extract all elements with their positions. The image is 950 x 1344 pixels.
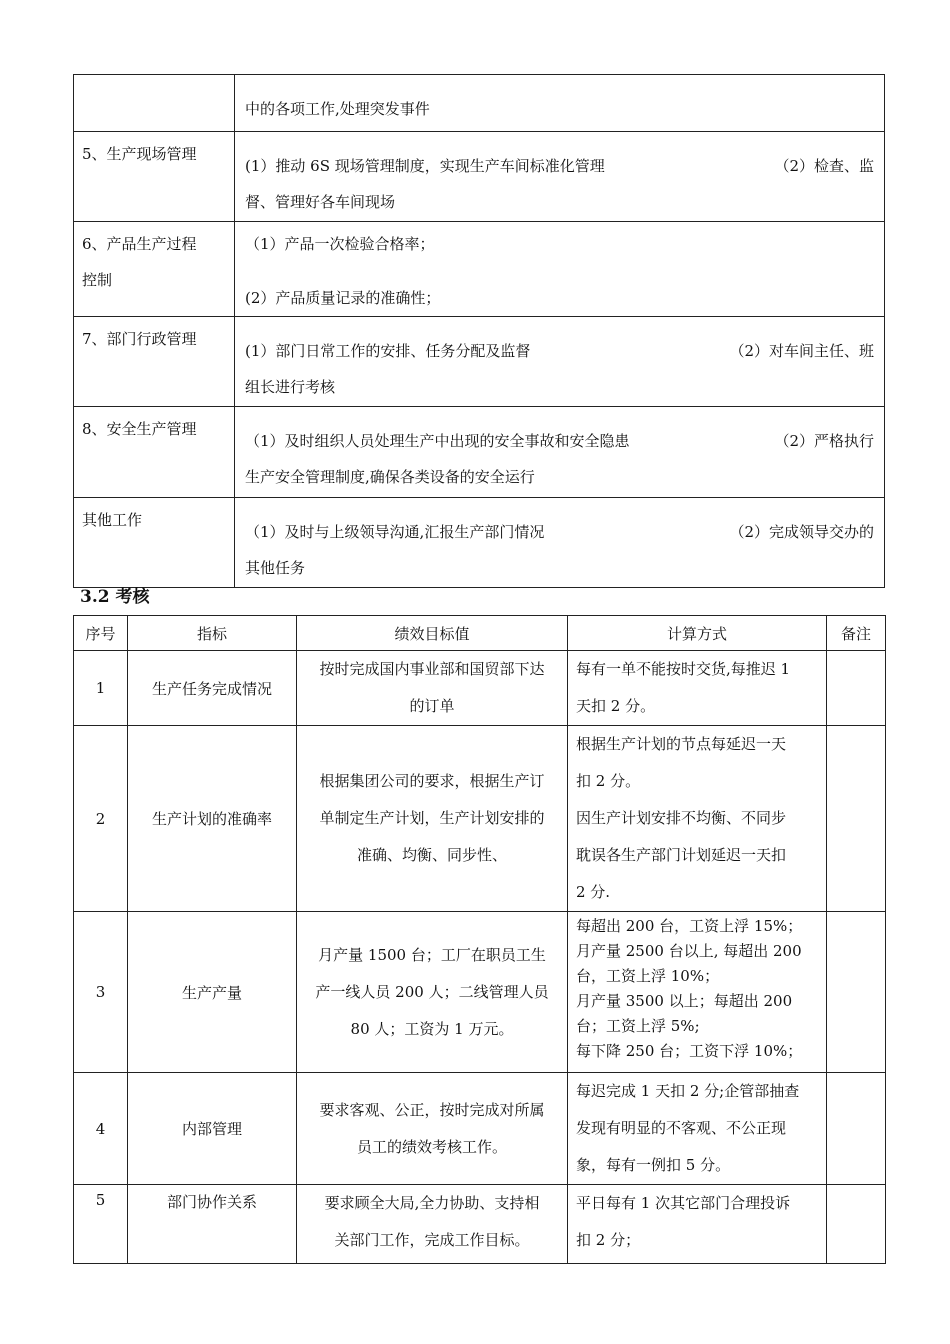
duty-content-cell bbox=[235, 132, 885, 222]
duty-item-1: (1）推动 6S 现场管理制度，实现生产车间标准化管理 bbox=[245, 157, 605, 175]
duty-line: (2）产品质量记录的准确性； bbox=[245, 289, 441, 307]
target-line: 关部门工作，完成工作目标。 bbox=[334, 1231, 530, 1249]
table-row bbox=[74, 317, 885, 407]
duty-content-cell bbox=[235, 75, 885, 132]
row-number: 1 bbox=[74, 651, 128, 726]
table-row bbox=[74, 132, 885, 222]
target-line: 按时完成国内事业部和国贸部下达 bbox=[319, 660, 545, 678]
calc-line: 因生产计划安排不均衡、不同步 bbox=[576, 809, 787, 827]
calc-line: 每超出 200 台，工资上浮 15%； bbox=[576, 917, 803, 935]
calc-line: 每迟完成 1 天扣 2 分;企管部抽查 bbox=[576, 1082, 800, 1100]
target-cell bbox=[297, 912, 568, 1073]
row-number: 2 bbox=[74, 726, 128, 912]
duty-item-1: （1）及时与上级领导沟通,汇报生产部门情况 bbox=[245, 523, 545, 541]
calc-line: 台；工资上浮 5%; bbox=[576, 1017, 700, 1035]
calc-line: 根据生产计划的节点每延迟一天 bbox=[576, 735, 787, 753]
table-row bbox=[74, 498, 885, 588]
duty-name-cell: 8、安全生产管理 bbox=[74, 407, 235, 498]
calc-cell bbox=[568, 651, 827, 726]
duty-content-cell bbox=[235, 222, 885, 317]
target-cell bbox=[297, 651, 568, 726]
duty-line bbox=[245, 148, 874, 184]
table-header-row bbox=[74, 616, 886, 651]
table-row bbox=[74, 651, 886, 726]
duty-name-cell: 7、部门行政管理 bbox=[74, 317, 235, 407]
column-header: 指标 bbox=[128, 616, 297, 651]
target-line: 准确、均衡、同步性、 bbox=[356, 846, 507, 864]
target-line: 产一线人员 200 人；二线管理人员 bbox=[315, 982, 549, 1001]
calc-line: 扣 2 分； bbox=[576, 1231, 641, 1249]
calc-line: 每有一单不能按时交货,每推迟 1 bbox=[576, 660, 791, 678]
calc-cell bbox=[568, 912, 827, 1073]
table-row bbox=[74, 1073, 886, 1185]
kpi-table bbox=[73, 615, 886, 1264]
indicator-cell: 生产任务完成情况 bbox=[128, 651, 297, 726]
target-line: 要求客观、公正，按时完成对所属 bbox=[319, 1100, 545, 1119]
duty-line: 组长进行考核 bbox=[245, 378, 336, 396]
target-cell bbox=[297, 1073, 568, 1185]
note-cell bbox=[827, 651, 886, 726]
duty-line: 其他任务 bbox=[245, 559, 306, 577]
calc-line: 发现有明显的不客观、不公正现 bbox=[576, 1119, 787, 1137]
calc-line: 2 分. bbox=[576, 883, 611, 901]
duty-item-1: (1）部门日常工作的安排、任务分配及监督 bbox=[245, 342, 531, 360]
calc-line: 台，工资上浮 10%； bbox=[576, 967, 720, 985]
indicator-cell: 生产计划的准确率 bbox=[128, 726, 297, 912]
table-row bbox=[74, 407, 885, 498]
section-title: 3.2 考核 bbox=[80, 587, 150, 607]
target-line: 员工的绩效考核工作。 bbox=[356, 1137, 507, 1156]
column-header: 序号 bbox=[74, 616, 128, 651]
calc-line: 月产量 3500 以上；每超出 200 bbox=[576, 992, 793, 1010]
duty-name-cell: 5、生产现场管理 bbox=[74, 132, 235, 222]
calc-line: 扣 2 分。 bbox=[576, 772, 641, 790]
target-line: 要求顾全大局,全力协助、支持相 bbox=[324, 1194, 540, 1212]
duty-line: 中的各项工作,处理突发事件 bbox=[245, 100, 430, 118]
target-line: 的订单 bbox=[409, 697, 455, 715]
table-row bbox=[74, 726, 886, 912]
duty-line bbox=[245, 514, 874, 550]
duty-item-2-start: （2）检查、监 bbox=[774, 157, 874, 175]
target-cell bbox=[297, 1185, 568, 1264]
indicator-cell: 内部管理 bbox=[128, 1073, 297, 1185]
duty-name-cell: 其他工作 bbox=[74, 498, 235, 588]
duty-line: 督、管理好各车间现场 bbox=[245, 193, 396, 211]
target-line: 单制定生产计划，生产计划安排的 bbox=[319, 809, 545, 827]
duty-item-2-start: （2）完成领导交办的 bbox=[729, 523, 874, 541]
row-number: 3 bbox=[74, 912, 128, 1073]
calc-line: 月产量 2500 台以上, 每超出 200 bbox=[576, 942, 802, 960]
note-cell bbox=[827, 726, 886, 912]
table-row bbox=[74, 222, 885, 317]
duty-item-2-start: （2）对车间主任、班 bbox=[729, 342, 874, 360]
column-header: 绩效目标值 bbox=[297, 616, 568, 651]
indicator-cell: 生产产量 bbox=[128, 912, 297, 1073]
note-cell bbox=[827, 912, 886, 1073]
indicator-cell: 部门协作关系 bbox=[128, 1185, 297, 1264]
note-cell bbox=[827, 1185, 886, 1264]
target-line: 根据集团公司的要求，根据生产订 bbox=[319, 772, 545, 790]
duty-name-line: 控制 bbox=[82, 271, 113, 289]
calc-cell bbox=[568, 1185, 827, 1264]
calc-cell bbox=[568, 726, 827, 912]
column-header: 备注 bbox=[827, 616, 886, 651]
calc-line: 耽误各生产部门计划延迟一天扣 bbox=[576, 846, 787, 864]
target-cell bbox=[297, 726, 568, 912]
duty-item-1: （1）及时组织人员处理生产中出现的安全事故和安全隐患 bbox=[245, 432, 630, 450]
duty-line: 生产安全管理制度,确保各类设备的安全运行 bbox=[245, 468, 535, 486]
table-row bbox=[74, 75, 885, 132]
duty-line bbox=[245, 333, 874, 369]
calc-line: 每下降 250 台；工资下浮 10%； bbox=[576, 1042, 803, 1060]
column-header: 计算方式 bbox=[568, 616, 827, 651]
row-number: 4 bbox=[74, 1073, 128, 1185]
duty-name-cell bbox=[74, 222, 235, 317]
calc-cell bbox=[568, 1073, 827, 1185]
calc-line: 象，每有一例扣 5 分。 bbox=[576, 1156, 731, 1174]
duty-name-line: 6、产品生产过程 bbox=[82, 235, 197, 253]
calc-line: 天扣 2 分。 bbox=[576, 697, 656, 715]
table-row bbox=[74, 912, 886, 1073]
duty-item-2-start: （2）严格执行 bbox=[774, 432, 874, 450]
duty-content-cell bbox=[235, 498, 885, 588]
duty-line bbox=[245, 423, 874, 459]
note-cell bbox=[827, 1073, 886, 1185]
duty-name-cell bbox=[74, 75, 235, 132]
row-number: 5 bbox=[74, 1185, 128, 1264]
duty-line: （1）产品一次检验合格率； bbox=[245, 235, 435, 253]
duty-content-cell bbox=[235, 407, 885, 498]
duty-content-cell bbox=[235, 317, 885, 407]
table-row bbox=[74, 1185, 886, 1264]
calc-line: 平日每有 1 次其它部门合理投诉 bbox=[576, 1194, 791, 1212]
duties-table bbox=[73, 74, 885, 588]
target-line: 80 人；工资为 1 万元。 bbox=[350, 1019, 514, 1038]
target-line: 月产量 1500 台；工厂在职员工生 bbox=[318, 945, 546, 964]
